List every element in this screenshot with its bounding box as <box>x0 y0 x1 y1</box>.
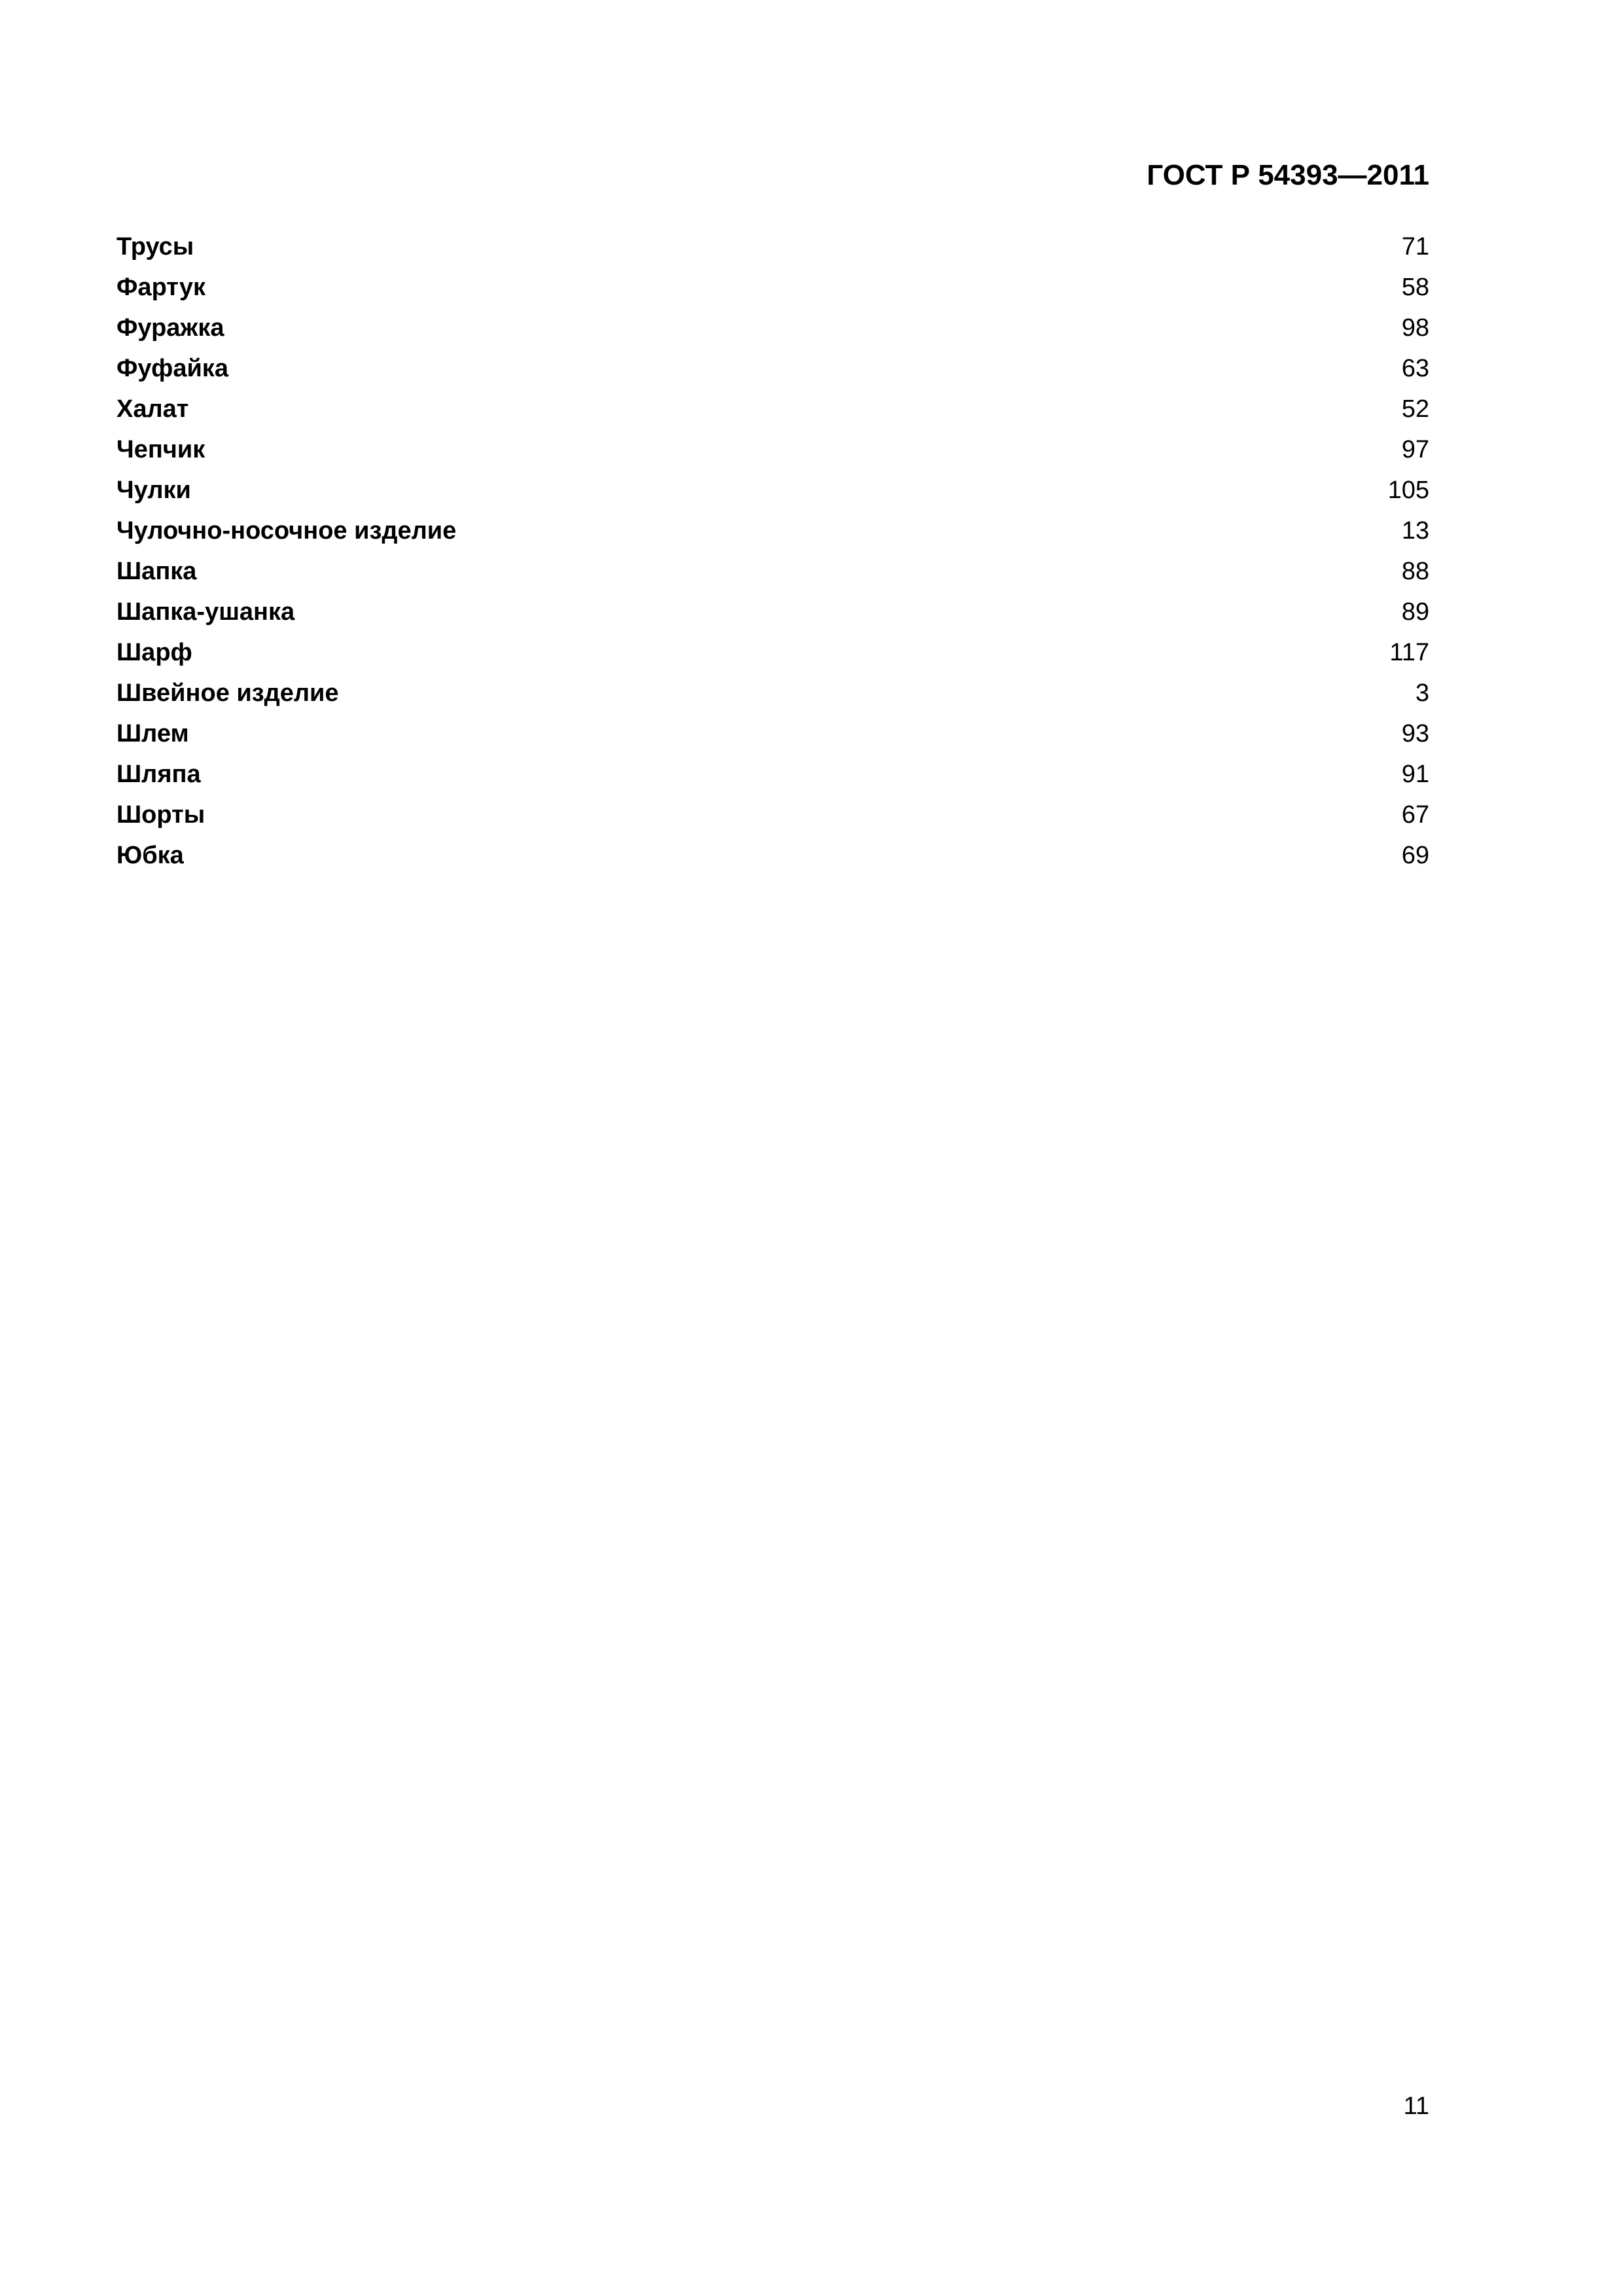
index-term: Шапка <box>116 558 197 585</box>
index-term: Швейное изделие <box>116 679 339 707</box>
index-entry <box>116 267 1429 308</box>
index-term: Шлем <box>116 720 189 747</box>
index-entry <box>116 754 1429 795</box>
index-entry <box>116 551 1429 592</box>
index-page-ref: 105 <box>1387 476 1429 504</box>
document-designation: ГОСТ Р 54393—2011 <box>1147 159 1429 191</box>
index-term: Шарф <box>116 639 192 666</box>
index-page-ref: 71 <box>1401 233 1429 260</box>
index-term: Шляпа <box>116 761 201 788</box>
index-entry <box>116 835 1429 876</box>
index-page-ref: 67 <box>1401 801 1429 829</box>
index-page-ref: 98 <box>1401 314 1429 342</box>
index-entry <box>116 795 1429 835</box>
index-entry <box>116 470 1429 511</box>
index-entry <box>116 308 1429 348</box>
index-term: Фартук <box>116 274 205 301</box>
index-entry <box>116 348 1429 389</box>
index-entry <box>116 429 1429 470</box>
index-term: Халат <box>116 395 189 423</box>
index-term: Чепчик <box>116 436 205 463</box>
index-page-ref: 93 <box>1401 720 1429 747</box>
page-number: 11 <box>1403 2092 1429 2120</box>
index-term: Трусы <box>116 233 194 260</box>
index-page-ref: 91 <box>1401 761 1429 788</box>
index-page-ref: 13 <box>1401 517 1429 545</box>
index-page-ref: 117 <box>1389 639 1429 666</box>
index-page-ref: 58 <box>1401 274 1429 301</box>
index-term: Шорты <box>116 801 205 829</box>
index-page-ref: 97 <box>1401 436 1429 463</box>
index-term: Шапка-ушанка <box>116 598 295 626</box>
index-term: Фуражка <box>116 314 224 342</box>
alphabetical-index <box>116 226 1429 876</box>
index-term: Юбка <box>116 842 184 869</box>
index-page-ref: 69 <box>1401 842 1429 869</box>
index-term: Чулочно-носочное изделие <box>116 517 457 545</box>
index-entry <box>116 592 1429 632</box>
index-entry <box>116 511 1429 551</box>
index-page-ref: 88 <box>1401 558 1429 585</box>
index-term: Фуфайка <box>116 355 228 382</box>
index-page-ref: 63 <box>1401 355 1429 382</box>
index-entry <box>116 389 1429 429</box>
index-page-ref: 52 <box>1401 395 1429 423</box>
index-page-ref: 3 <box>1415 679 1429 707</box>
index-entry <box>116 632 1429 673</box>
index-term: Чулки <box>116 476 191 504</box>
index-entry <box>116 713 1429 754</box>
index-entry <box>116 226 1429 267</box>
index-entry <box>116 673 1429 713</box>
index-page-ref: 89 <box>1401 598 1429 626</box>
